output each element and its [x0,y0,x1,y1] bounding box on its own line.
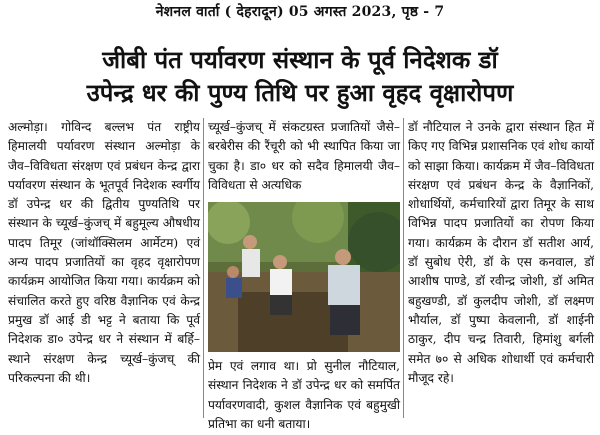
column-divider [403,118,404,418]
article-column-2-top: च्यूर्ख–कुंजच् में संकटग्रस्त प्रजातियों जैसे– बरबेरीस की रैंचूरी को भी स्थापित किया जा चुका है। डा० धर को सदैव हिमालयी जैव–विविधता से अत्यधिक [208,120,400,192]
article-column-3: डॉ नौटियाल ने उनके द्वारा संस्थान हित में किए गए विभिन्न प्रशासनिक एवं शोध कार्यो को साझा किया। कार्यक्रम में जैव–विविधता संरक्षण एवं प्रबंधन केन्द्र के वैज्ञानिकों, शोधार्थियों, कर्मचारियों द्वारा तिमूर के साथ विभिन्न पादप प्रजातियों का रोपण किया गया। कार्यक्रम के दौरान डॉ सतीश आर्य, डॉ सुबोध ऐरी, डॉ के एस कनवाल, डॉ आशीष पाण्डे, डॉ रवीन्द्र जोशी, डॉ अमित बहुखण्डी, डॉ कुलदीप जोशी, डॉ लक्ष्मण भौर्याल, डॉ पुष्पा केवलानी, डॉ शाईनी ठाकुर, दीप चन्द्र तिवारी, हिमांशु बर्गली समेत ७० से अधिक शोधार्थी एवं कर्मचारी मौजूद रहे। [408,120,594,385]
article-column-2-bottom: प्रेम एवं लगाव था। प्रो सुनील नौटियाल, संस्थान निदेशक ने डॉ उपेन्द्र धर को समर्पित पर्यावरणवादी, कुशल वैज्ञानिक एवं बहुमुखी प्रतिभा का धनी बताया। [208,359,400,431]
headline [10,44,590,110]
headline-line-1: जीबी पंत पर्यावरण संस्थान के पूर्व निदेशक डॉ [102,46,498,74]
article-column-1: अल्मोड़ा। गोविन्द बल्लभ पंत राष्ट्रीय हिमालयी पर्यावरण संस्थान अल्मोड़ा के जैव–विविधता संरक्षण एवं प्रबंधन केन्द्र द्वारा पर्यावरण संस्थान के भूतपूर्व निदेशक स्वर्गीय डॉ उपेन्द्र धर की द्वितीय पुण्यतिथि पर संस्थान के च्यूर्ख–कुंजच् में बहुमूल्य औषधीय पादप तिमूर (जांथॉक्सिलम आर्मेटम) एवं अन्य पादप प्रजातियों का वृहद वृक्षारोपण कार्यक्रम आयोजित किया गया। कार्यक्रम को संचालित करते हुए वरिष्ठ वैज्ञानिक एवं केन्द्र प्रमुख डॉ आई डी भट्ट ने बताया कि पूर्व निदेशक डा० उपेन्द्र धर ने संस्थान में बर्हि–स्थाने संरक्षण केन्द्र च्यूर्ख–कुंजच् की परिकल्पना की थी। [8,120,200,385]
column-divider [203,118,204,418]
plantation-photo [208,202,400,352]
masthead: नेशनल वार्ता ( देहरादून) 05 अगस्त 2023, पृष्ठ - 7 [155,4,445,20]
headline-line-2: उपेन्द्र धर की पुण्य तिथि पर हुआ वृहद वृक्षारोपण [86,79,514,107]
